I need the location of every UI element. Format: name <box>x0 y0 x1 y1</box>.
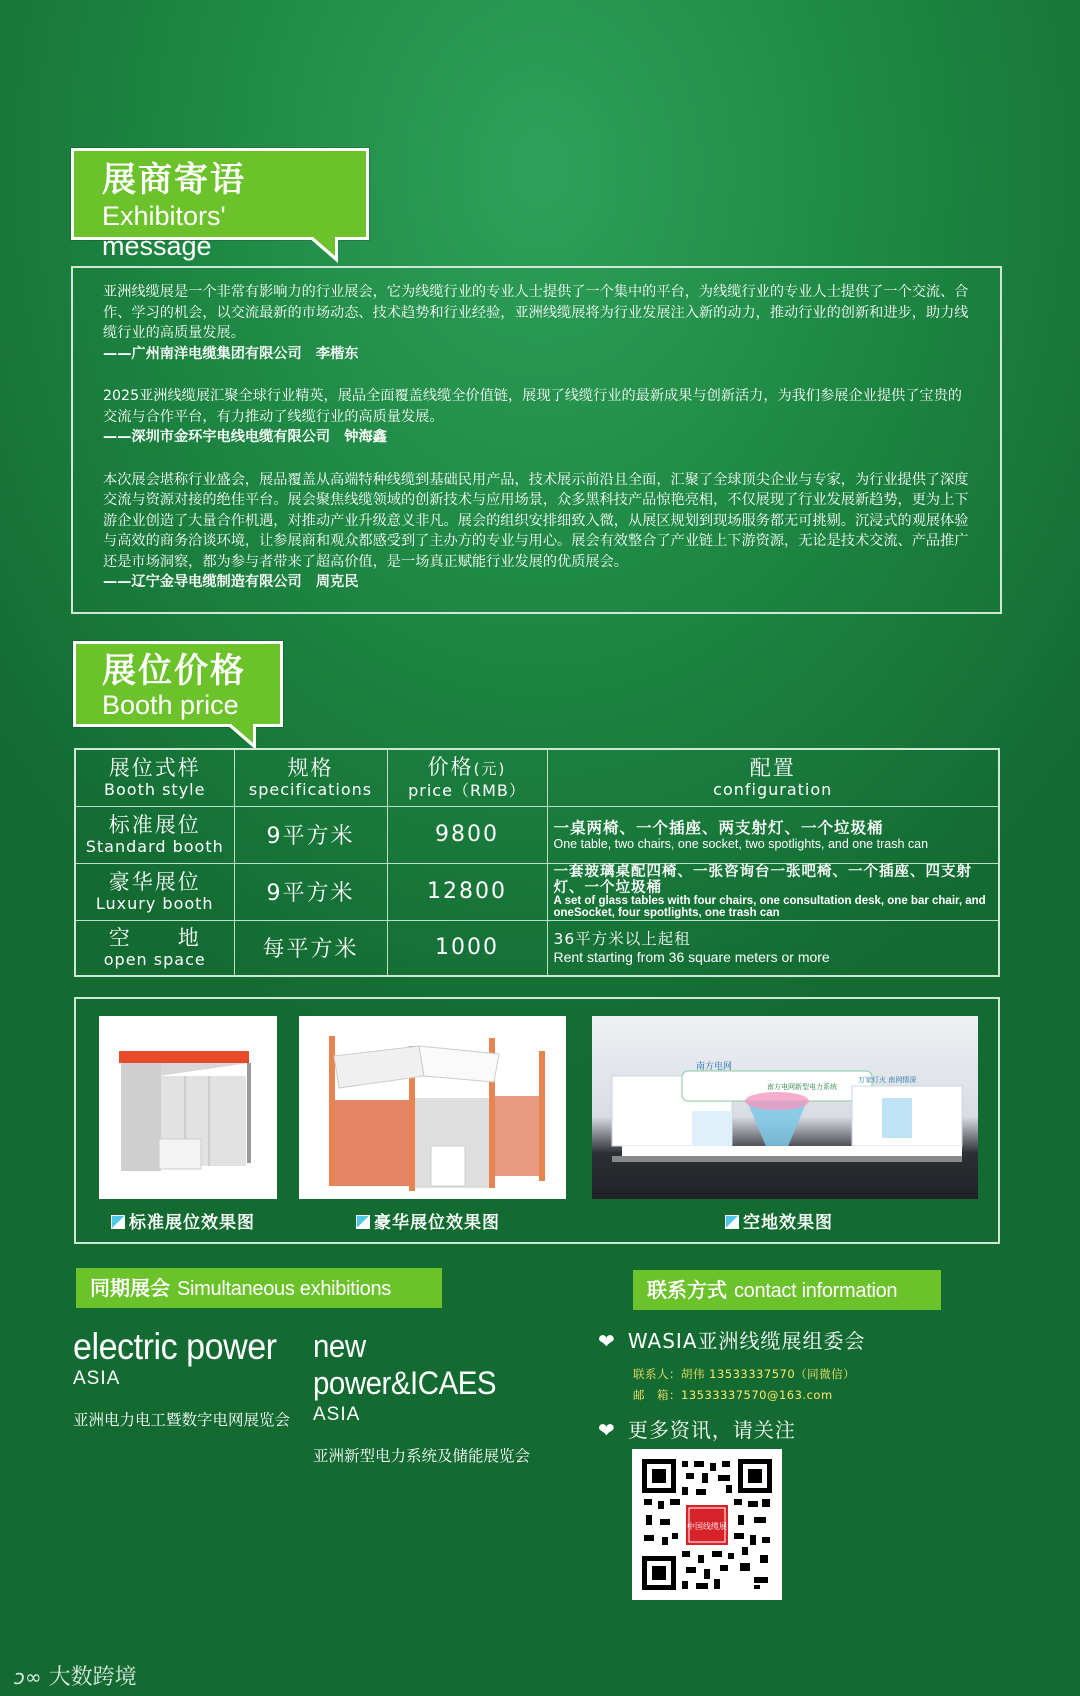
new-power-logo: new power&ICAES <box>313 1328 497 1401</box>
contact-person: 联系人：胡伟 13533337570（同微信） <box>633 1367 856 1381</box>
booth-title-en: Booth price <box>102 690 239 720</box>
message-text: 亚洲线缆展是一个非常有影响力的行业展会，它为线缆行业的专业人士提供了一个集中的平台，为线缆行业的专业人士提供了一个交流、合作、学习的机会，以交流最新的市场动态、技术趋势和行业经验，亚洲线缆展将为行业发展注入新的动力，推动行业的创新和进步，助力线缆行业的高质量发展。 <box>103 284 969 341</box>
electric-power-logo-sub: ASIA <box>73 1368 121 1389</box>
standard-booth-caption: 标准展位效果图 <box>111 1208 255 1233</box>
standard-booth-image <box>99 1016 277 1199</box>
booth-images-box <box>74 997 1000 1244</box>
booth-sign: 万家灯火 南网情深 <box>858 1076 917 1084</box>
heart-icon: ❤ <box>598 1418 615 1442</box>
luxury-booth-image <box>299 1016 566 1199</box>
follow-row <box>598 1414 796 1443</box>
watermark: ↄ∞ 大数跨境 <box>14 1665 137 1690</box>
message-signature: ——深圳市金环宇电线电缆有限公司 钟海鑫 <box>103 429 387 445</box>
follow-text: 更多资讯，请关注 <box>627 1418 796 1442</box>
open-space-illustration <box>592 1016 978 1199</box>
table-header-row <box>75 749 999 806</box>
booth-price-table <box>74 748 1000 977</box>
qr-center-logo: 中国线缆展 <box>687 1522 727 1531</box>
exhibitors-title-badge <box>71 148 369 261</box>
table-row: 空 地 open space 每平方米 1000 36平方米以上起租 Rent starting from 36 square meters or more <box>75 920 999 976</box>
electric-power-logo: electric power <box>73 1326 277 1367</box>
message-signature: ——辽宁金导电缆制造有限公司 周克民 <box>103 574 359 590</box>
header-spec: 规格 specifications <box>234 749 387 806</box>
contact-org-row <box>598 1325 866 1354</box>
booth-title-badge <box>73 641 283 727</box>
open-space-image <box>592 1016 978 1199</box>
luxury-booth-illustration <box>299 1016 566 1199</box>
wechat-qr-code[interactable] <box>632 1449 782 1600</box>
bullet-icon <box>725 1215 739 1229</box>
watermark-logo-icon: ↄ∞ <box>14 1665 42 1689</box>
header-price: 价格(元) price（RMB） <box>387 749 547 806</box>
message-text: 2025亚洲线缆展汇聚全球行业精英，展品全面覆盖线缆全价值链，展现了线缆行业的最新成果与创新活力，为我们参展企业提供了宝贵的交流与合作平台，有力推动了线缆行业的高质量发展。 <box>103 388 962 425</box>
message-text: 本次展会堪称行业盛会，展品覆盖从高端特种线缆到基础民用产品，技术展示前沿且全面，汇聚了全球顶尖企业与专家，为行业提供了深度交流与资源对接的绝佳平台。展会聚焦线缆领域的创新技术与应用场景，众多黑科技产品惊艳亮相，不仅展现了行业发展新趋势，更为上下游企业创造了大量合作机遇，对推动产业升级意义非凡。展会的组织安排细致入微，从展区规划到现场服务都无可挑剔。沉浸式的观展体验与高效的商务洽谈环境，让参展商和观众都感受到了主办方的专业与用心。展会有效整合了产业链上下游资源，无论是技术交流、产品推广还是市场洞察，都为参与者带来了超高价值，是一场真正赋能行业发展的优质展会。 <box>103 471 969 570</box>
open-space-caption: 空地效果图 <box>725 1208 833 1233</box>
simultaneous-exhibitions-bar: 同期展会 Simultaneous exhibitions <box>76 1268 442 1308</box>
bullet-icon <box>356 1215 370 1229</box>
booth-sign: 南方电网新型电力系统 <box>767 1083 837 1091</box>
expo-electric-power[interactable] <box>73 1326 313 1430</box>
expo-new-power[interactable] <box>313 1328 573 1466</box>
luxury-booth-caption: 豪华展位效果图 <box>356 1208 500 1233</box>
contact-org: WASIA亚洲线缆展组委会 <box>627 1329 866 1353</box>
booth-title-cn: 展位价格 <box>102 651 246 691</box>
bullet-icon <box>111 1215 125 1229</box>
contact-email[interactable]: 邮 箱：13533337570@163.com <box>633 1388 833 1402</box>
standard-booth-illustration <box>99 1016 277 1199</box>
new-power-name: 亚洲新型电力系统及储能展览会 <box>313 1447 531 1465</box>
exhibitors-title-cn: 展商寄语 <box>102 160 246 200</box>
electric-power-name: 亚洲电力电工暨数字电网展览会 <box>73 1411 291 1429</box>
table-row: 标准展位 Standard booth 9平方米 9800 一桌两椅、一个插座、两支射灯、一个垃圾桶 One table, two chairs, one socket, two spotlights, and one trash can <box>75 806 999 863</box>
badge-pointer-inner <box>231 724 253 743</box>
exhibitors-message-box <box>71 266 1002 614</box>
header-style: 展位式样 Booth style <box>75 749 234 806</box>
booth-sign: 南方电网 <box>696 1062 733 1072</box>
exhibitors-title-en: Exhibitors' message <box>102 201 226 261</box>
message-signature: ——广州南洋电缆集团有限公司 李楷东 <box>103 345 359 362</box>
contact-information-bar: 联系方式 contact information <box>633 1270 941 1310</box>
qr-code-pattern <box>642 1459 772 1590</box>
header-config: 配置 configuration <box>547 749 999 806</box>
new-power-logo-sub: ASIA <box>313 1404 361 1425</box>
badge-pointer-inner <box>313 237 335 256</box>
table-row: 豪华展位 Luxury booth 9平方米 12800 一套玻璃桌配四椅、一张咨询台一张吧椅、一个插座、四支射灯、一个垃圾桶 A set of glass tables with four chairs, one consultation desk, one bar chair, and oneSocket, four spotlights, one trash can <box>75 863 999 920</box>
heart-icon: ❤ <box>598 1329 615 1353</box>
